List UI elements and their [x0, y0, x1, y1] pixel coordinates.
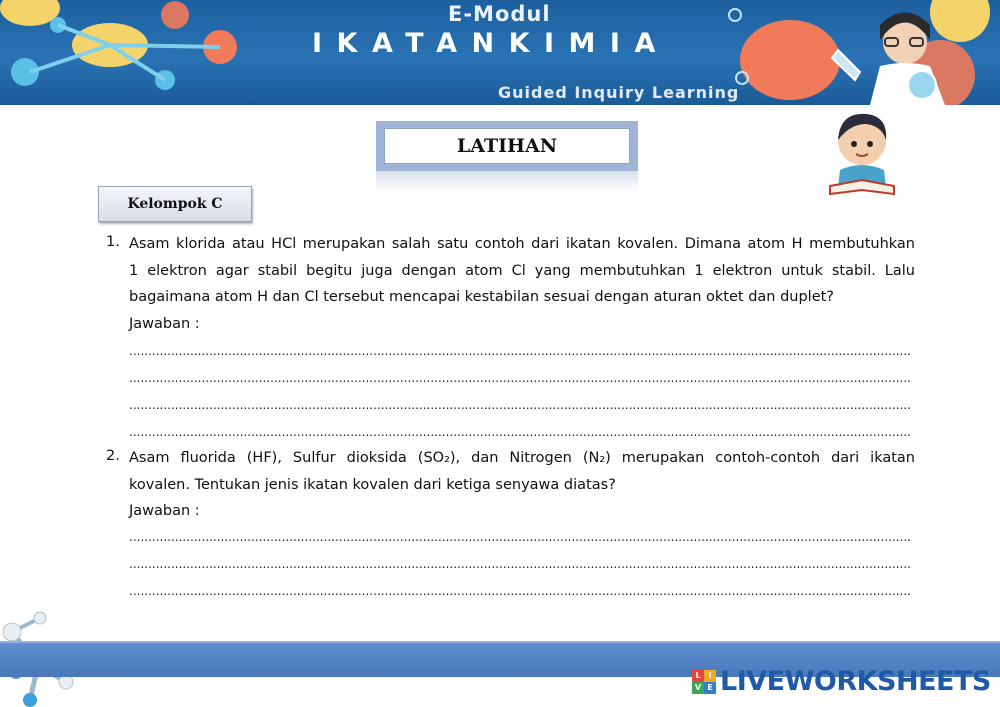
module-tagline: Guided Inquiry Learning — [498, 83, 740, 102]
question-1-number: 1. — [106, 234, 120, 250]
module-subtitle: E-Modul — [448, 2, 551, 26]
question-1-text — [129, 231, 915, 338]
question-1-line-2: 1 elektron agar stabil begitu juga dengan atom Cl yang membutuhkan 1 elektron untuk stabil. Lalu — [129, 262, 915, 279]
logo-letter: I — [704, 670, 716, 682]
logo-letter: E — [704, 682, 716, 694]
liveworksheets-logo-icon — [692, 670, 716, 694]
question-2-line-1: Asam fluorida (HF), Sulfur dioksida (SO₂), dan Nitrogen (N₂) merupakan contoh-contoh dari ikatan — [129, 450, 915, 466]
logo-letter: V — [692, 682, 704, 694]
module-title: IKATANKIMIA — [312, 28, 670, 59]
header-banner — [0, 0, 1000, 105]
question-1-answer-label: Jawaban : — [129, 316, 200, 333]
section-title-reflection — [376, 168, 638, 192]
answer-line[interactable] — [129, 425, 912, 441]
question-2-line-2: kovalen. Tentukan jenis ikatan kovalen dari ketiga senyawa diatas? — [129, 476, 616, 493]
question-2-number: 2. — [106, 448, 120, 464]
answer-line[interactable] — [129, 344, 912, 360]
answer-line[interactable] — [129, 398, 912, 414]
group-label: Kelompok C — [98, 186, 252, 222]
logo-letter: L — [692, 670, 704, 682]
answer-line[interactable] — [129, 584, 912, 600]
question-2-text — [129, 445, 915, 525]
brand-name: LIVEWORKSHEETS — [720, 666, 991, 697]
question-1-line-3: bagaimana atom H dan Cl tersebut mencapai kestabilan sesuai dengan aturan oktet dan duplet? — [129, 289, 835, 306]
question-2-answer-label: Jawaban : — [129, 503, 200, 520]
question-1-line-1: Asam klorida atau HCl merupakan salah satu contoh dari ikatan kovalen. Dimana atom H membutuhkan — [129, 236, 915, 252]
answer-line[interactable] — [129, 530, 912, 546]
liveworksheets-brand[interactable] — [692, 666, 991, 697]
section-title: LATIHAN — [384, 128, 630, 164]
answer-line[interactable] — [129, 557, 912, 573]
student-reading-icon — [826, 106, 898, 198]
answer-line[interactable] — [129, 371, 912, 387]
